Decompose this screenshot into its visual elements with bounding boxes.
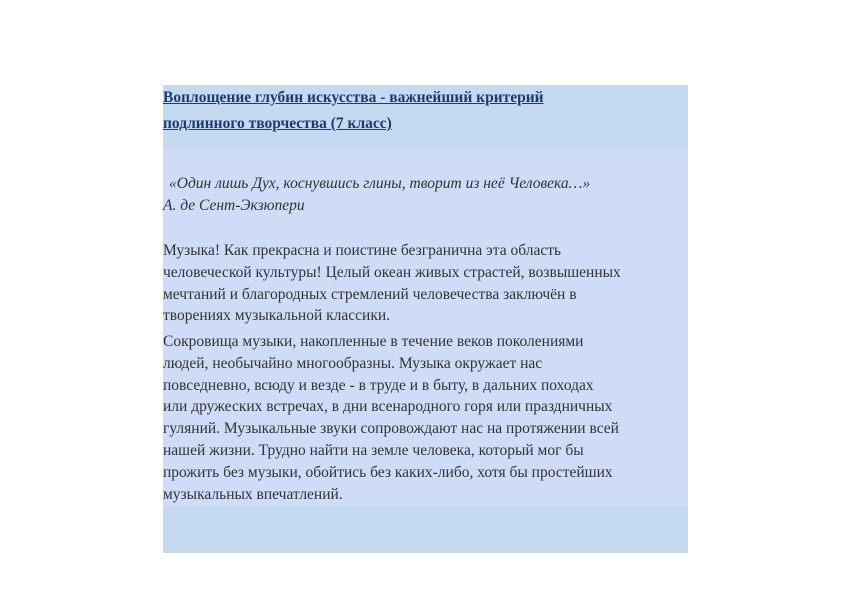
epigraph-text: «Один лишь Дух, коснувшись глины, творит из неё Человека…»: [169, 175, 591, 192]
paragraph-1: [163, 240, 688, 327]
footer-band: [163, 506, 688, 553]
epigraph-author: А. де Сент-Экзюпери: [163, 197, 305, 214]
epigraph: [163, 173, 688, 217]
paragraph-line: человеческой культуры! Целый океан живых страстей, возвышенных: [163, 263, 621, 281]
paragraph-line: нашей жизни. Трудно найти на земле человека, который мог бы: [163, 441, 584, 459]
paragraph-2: [163, 331, 688, 505]
paragraph-line: Сокровища музыки, накопленные в течение веков поколениями: [163, 333, 584, 350]
content-block: [163, 149, 688, 506]
paragraph-line: повседневно, всюду и везде - в труде и в быту, в дальних походах: [163, 376, 594, 394]
paragraph-line: Музыка! Как прекрасна и поистине безгранична эта область: [163, 242, 562, 259]
paragraph-line: музыкальных впечатлений.: [163, 485, 343, 503]
paragraph-line: мечтаний и благородных стремлений человечества заключён в: [163, 285, 577, 303]
paragraph-line: людей, необычайно многообразны. Музыка окружает нас: [163, 354, 543, 372]
lesson-title-line-1: Воплощение глубин искусства - важнейший критерий: [163, 89, 544, 106]
paragraph-line: гуляний. Музыкальные звуки сопровождают нас на протяжении всей: [163, 420, 619, 438]
paragraph-line: прожить без музыки, обойтись без каких-либо, хотя бы простейших: [163, 463, 613, 481]
paragraph-line: творениях музыкальной классики.: [163, 307, 391, 325]
paragraph-line: или дружеских встречах, в дни всенародного горя или праздничных: [163, 398, 613, 416]
title-block: [163, 85, 688, 149]
lesson-title-line-2: подлинного творчества (7 класс): [163, 115, 392, 132]
